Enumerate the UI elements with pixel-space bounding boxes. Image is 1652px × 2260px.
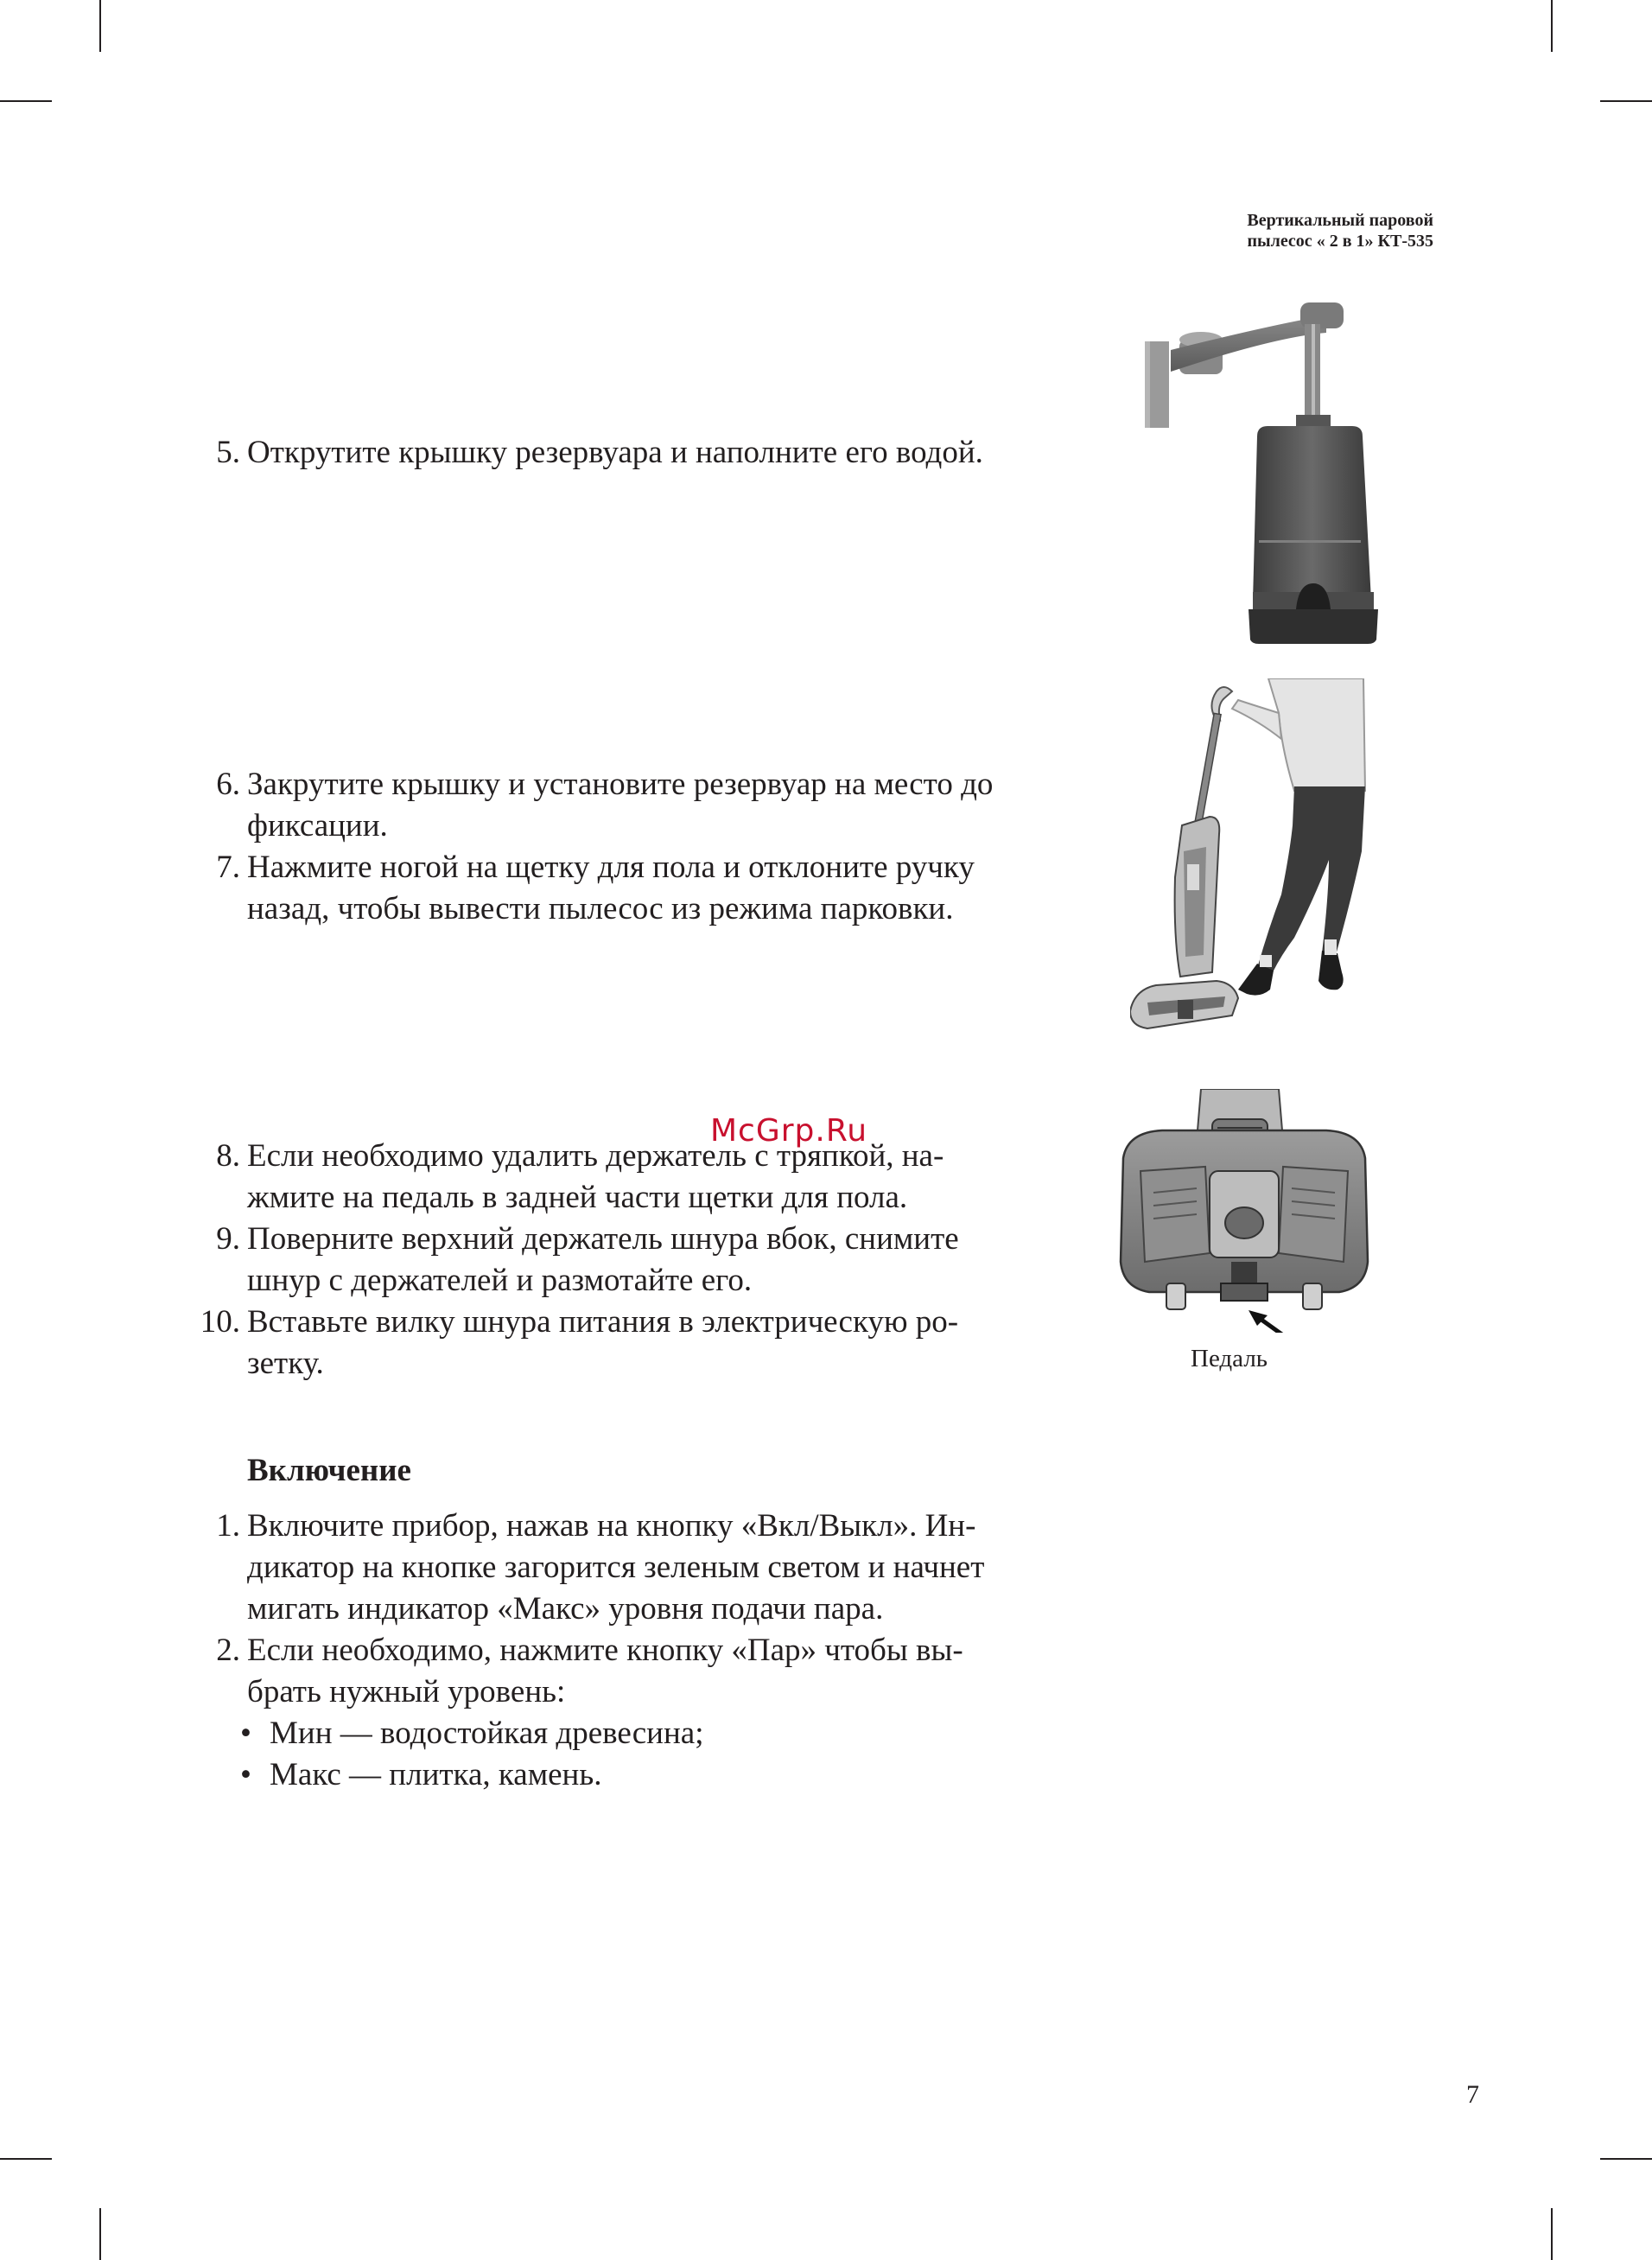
step-text: Открутите крышку резервуара и наполните его водой. xyxy=(247,435,983,470)
header-line-1: Вертикальный паровой xyxy=(1247,211,1433,230)
bullet-text: Мин — водостойкая древесина; xyxy=(270,1716,704,1751)
step-number: 1. xyxy=(216,1508,240,1544)
bullet-symbol: • xyxy=(240,1757,251,1792)
bullet-text: Макс — плитка, камень. xyxy=(270,1757,602,1792)
crop-mark xyxy=(1600,100,1652,102)
page-number: 7 xyxy=(1466,2080,1479,2109)
step-number: 10. xyxy=(200,1304,240,1340)
bullet-symbol: • xyxy=(240,1716,251,1751)
step-text: Поверните верхний держатель шнура вбок, снимите xyxy=(247,1221,959,1257)
step-text: Если необходимо удалить держатель с тряпкой, на- xyxy=(247,1138,944,1174)
crop-mark xyxy=(1551,2208,1553,2260)
step-text: зетку. xyxy=(247,1346,324,1381)
figure-caption: Педаль xyxy=(1191,1345,1268,1372)
crop-mark xyxy=(0,2158,52,2160)
step-list-cord xyxy=(197,1136,1096,1395)
running-header xyxy=(1247,210,1433,251)
crop-mark xyxy=(1600,2158,1652,2160)
water-tank-illustration xyxy=(1145,298,1378,644)
header-line-2: пылесос « 2 в 1» КТ-535 xyxy=(1247,232,1433,251)
watermark: McGrp.Ru xyxy=(710,1113,868,1149)
vacuum-in-use-illustration xyxy=(1130,678,1372,1041)
step-list-power-on xyxy=(197,1506,1096,1799)
step-text: Закрутите крышку и установите резервуар на место до xyxy=(247,767,994,802)
step-text: Если необходимо, нажмите кнопку «Пар» чтобы вы- xyxy=(247,1633,963,1668)
step-text: жмите на педаль в задней части щетки для пола. xyxy=(247,1180,908,1215)
crop-mark xyxy=(99,2208,101,2260)
step-text: шнур с держателей и размотайте его. xyxy=(247,1263,753,1298)
step-text: брать нужный уровень: xyxy=(247,1674,566,1709)
crop-mark xyxy=(99,0,101,52)
floor-brush-pedal-illustration xyxy=(1119,1089,1369,1333)
step-list-handle xyxy=(197,764,1096,937)
step-text: фиксации. xyxy=(247,808,388,844)
step-number: 9. xyxy=(216,1221,240,1257)
section-heading: Включение xyxy=(247,1453,411,1488)
step-number: 5. xyxy=(216,435,240,470)
step-text: мигать индикатор «Макс» уровня подачи пара. xyxy=(247,1591,884,1627)
step-text: Нажмите ногой на щетку для пола и отклоните ручку xyxy=(247,850,975,885)
step-number: 2. xyxy=(216,1633,240,1668)
crop-mark xyxy=(1551,0,1553,52)
step-text: Включите прибор, нажав на кнопку «Вкл/Выкл». Ин- xyxy=(247,1508,976,1544)
step-text: Вставьте вилку шнура питания в электрическую ро- xyxy=(247,1304,959,1340)
step-text: назад, чтобы вывести пылесос из режима парковки. xyxy=(247,891,954,926)
step-text: дикатор на кнопке загорится зеленым светом и начнет xyxy=(247,1550,985,1585)
step-number: 6. xyxy=(216,767,240,802)
step-number: 8. xyxy=(216,1138,240,1174)
step-list-tank xyxy=(197,432,1096,484)
step-number: 7. xyxy=(216,850,240,885)
crop-mark xyxy=(0,100,52,102)
